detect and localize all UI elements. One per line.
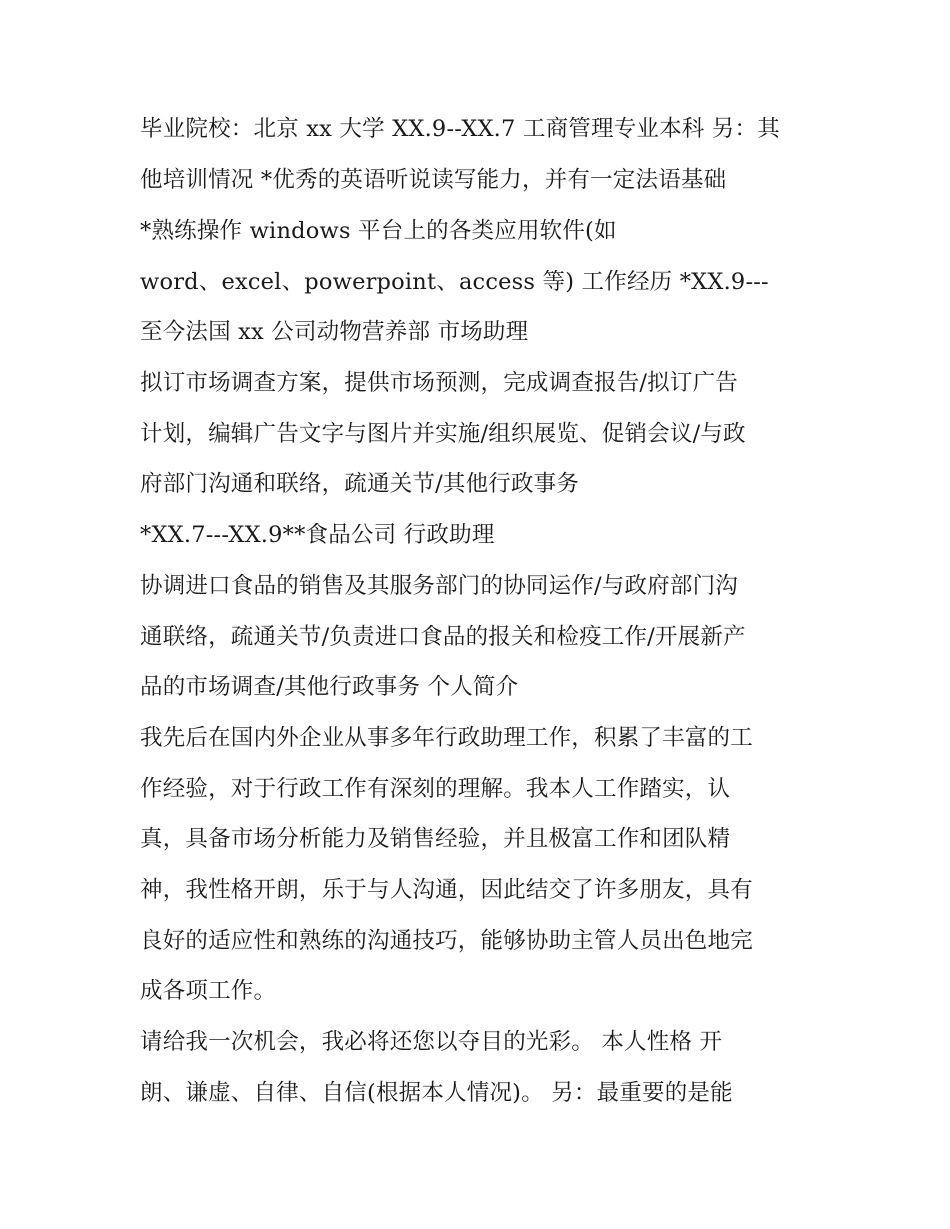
text-line: 拟订市场调查方案，提供市场预测，完成调查报告/拟订广告 — [140, 370, 738, 396]
text-line: 神，我性格开朗，乐于与人沟通，因此结交了许多朋友，具有 — [140, 877, 753, 903]
text-line: 成各项工作。 — [140, 978, 277, 1004]
text-line: 毕业院校：北京 xx 大学 XX.9--XX.7 工商管理专业本科 另：其 — [140, 116, 780, 142]
text-line: 品的市场调查/其他行政事务 个人简介 — [140, 674, 519, 700]
text-line: word、excel、powerpoint、access 等) 工作经历 *XX.9--- — [140, 269, 769, 295]
text-line: 我先后在国内外企业从事多年行政助理工作，积累了丰富的工 — [140, 725, 753, 751]
text-line: 请给我一次机会，我必将还您以夺目的光彩。 本人性格 开 — [140, 1029, 723, 1055]
text-line: 协调进口食品的销售及其服务部门的协同运作/与政府部门沟 — [140, 573, 738, 599]
text-line: 府部门沟通和联络，疏通关节/其他行政事务 — [140, 471, 580, 497]
text-line: *熟练操作 windows 平台上的各类应用软件(如 — [140, 218, 617, 244]
text-line: 良好的适应性和熟练的沟通技巧，能够协助主管人员出色地完 — [140, 928, 753, 954]
text-line: 作经验，对于行政工作有深刻的理解。我本人工作踏实，认 — [140, 776, 731, 802]
text-line: 至今法国 xx 公司动物营养部 市场助理 — [140, 319, 529, 345]
text-line: 通联络，疏通关节/负责进口食品的报关和检疫工作/开展新产 — [140, 624, 746, 650]
text-line: 他培训情况 *优秀的英语听说读写能力，并有一定法语基础 — [140, 167, 727, 193]
text-line: 朗、谦虚、自律、自信(根据本人情况)。 另：最重要的是能 — [140, 1080, 733, 1106]
text-line: 真，具备市场分析能力及销售经验，并且极富工作和团队精 — [140, 826, 731, 852]
text-line: *XX.7---XX.9**食品公司 行政助理 — [140, 522, 495, 548]
text-line: 计划，编辑广告文字与图片并实施/组织展览、促销会议/与政 — [140, 421, 746, 447]
